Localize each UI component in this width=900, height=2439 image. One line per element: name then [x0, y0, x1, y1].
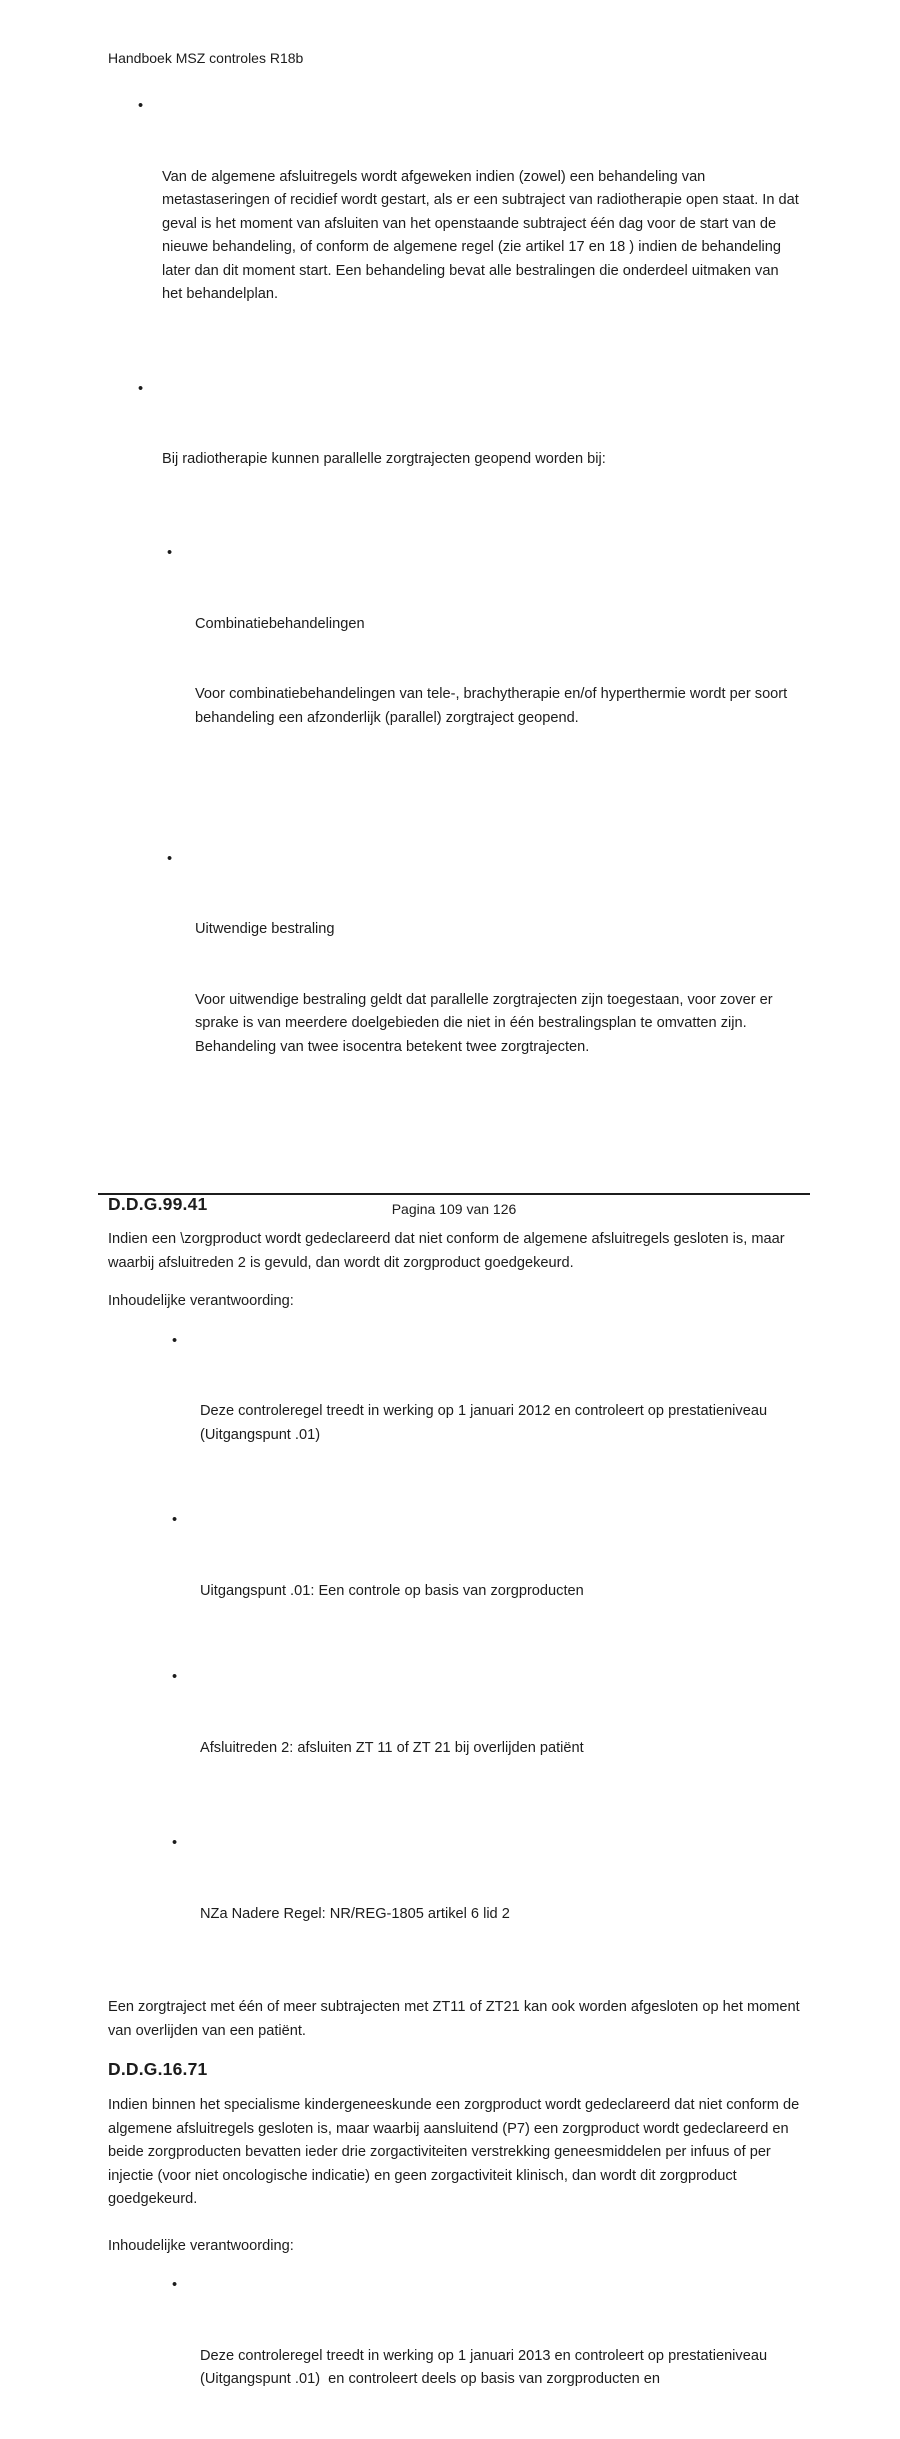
bullet-icon: [167, 848, 172, 872]
list-item: [108, 1666, 800, 1807]
section-intro: Indien een \zorgproduct wordt gedeclareerd dat niet conform de algemene afsluitregels gesloten is, maar waarbij afsluitreden 2 is gevuld, dan wordt dit zorgproduct goedgekeurd.: [108, 1231, 789, 1271]
bullet-icon: [138, 95, 143, 119]
sub-item-body: Voor combinatiebehandelingen van tele-, brachytherapie en/of hyperthermie wordt per soort behandeling een afzonderlijk (parallel) zorgtraject geopend.: [195, 686, 792, 726]
sub-list-item-uitwendige-bestraling: [162, 848, 800, 1107]
accountability-list: [108, 1330, 800, 1974]
page-number: Pagina 109 van 126: [391, 1201, 517, 1217]
bullet-icon: [167, 542, 172, 566]
list-item-radiotherapie: [108, 378, 800, 1154]
list-item-text: Uitgangspunt .01: Een controle op basis van zorgproducten: [200, 1582, 584, 1599]
bullet-icon: [172, 1330, 177, 1354]
list-item-text: Van de algemene afsluitregels wordt afgeweken indien (zowel) een behandeling van metastaseringen of recidief wordt gestart, als er een subtraject van radiotherapie open staat. In dat geval is het moment van afsluiten van het openstaande subtraject één dag voor de start van de nieuwe behandeling, of conform de algemene regel (zie artikel 17 en 18 ) indien de behandeling later dan dit moment start. Een behandeling bevat alle bestralingen die onderdeel uitmaken van het behandelplan.: [162, 168, 803, 302]
bullet-icon: [172, 1509, 177, 1533]
bullet-icon: [172, 1832, 177, 1856]
list-item: [108, 1330, 800, 1495]
accountability-label: Inhoudelijke verantwoording:: [108, 2237, 294, 2254]
list-item-text: Deze controleregel treedt in werking op 1 januari 2012 en controleert op prestatieniveau (Uitgangspunt .01): [200, 1403, 772, 1443]
list-item-text: Deze controleregel treedt in werking op 1 januari 2013 en controleert op prestatieniveau (Uitgangspunt .01) en controleert deels op basis van zorgproducten en: [200, 2347, 772, 2387]
sub-item-body: Voor uitwendige bestraling geldt dat parallelle zorgtrajecten zijn toegestaan, voor zover er sprake is van meerdere doelgebieden die niet in één bestralingsplan te omvatten zijn. Behandeling van twee isocentra betekent twee zorgtrajecten.: [195, 991, 777, 1055]
sub-list-item-combinatiebehandelingen: [162, 542, 800, 777]
bullet-icon: [138, 378, 143, 402]
bullet-icon: [172, 2274, 177, 2298]
accountability-list: [108, 2274, 800, 2439]
list-item-text: NZa Nadere Regel: NR/REG-1805 artikel 6 lid 2: [200, 1905, 510, 1922]
list-item-text: Bij radiotherapie kunnen parallelle zorgtrajecten geopend worden bij:: [162, 451, 606, 467]
section-intro: Indien binnen het specialisme kindergeneeskunde een zorgproduct wordt gedeclareerd dat niet conform de algemene afsluitregels gesloten is, maar waarbij aansluitend (P7) een zorgproduct wordt gedeclareerd en beide zorgproducten bevatten ieder drie zorgactiviteiten verstrekking geneesmiddelen per infuus of per injectie (voor niet oncologische indicatie) en geen zorgactiviteit klinisch, dan wordt dit zorgproduct goedgekeurd.: [108, 2097, 804, 2207]
document-header: Handboek MSZ controles R18b: [108, 50, 304, 66]
section-heading-ddg-16-71: D.D.G.16.71: [108, 2059, 208, 2079]
sub-item-title: Combinatiebehandelingen: [195, 615, 365, 632]
section-heading-ddg-99-41: D.D.G.99.41: [108, 1194, 208, 1214]
footer-divider: [98, 1193, 810, 1195]
section-closing-paragraph: Een zorgtraject met één of meer subtrajecten met ZT11 of ZT21 kan ook worden afgesloten op het moment van overlijden van een patiënt.: [108, 1999, 804, 2039]
list-item-afsluitregels: [108, 95, 803, 354]
list-item: [108, 2274, 800, 2439]
list-item-text: Afsluitreden 2: afsluiten ZT 11 of ZT 21 bij overlijden patiënt: [200, 1739, 584, 1756]
list-item: [108, 1832, 800, 1973]
bullet-icon: [172, 1666, 177, 1690]
list-item: [108, 1509, 800, 1650]
accountability-label: Inhoudelijke verantwoording:: [108, 1293, 294, 1309]
sub-item-title: Uitwendige bestraling: [195, 921, 335, 937]
